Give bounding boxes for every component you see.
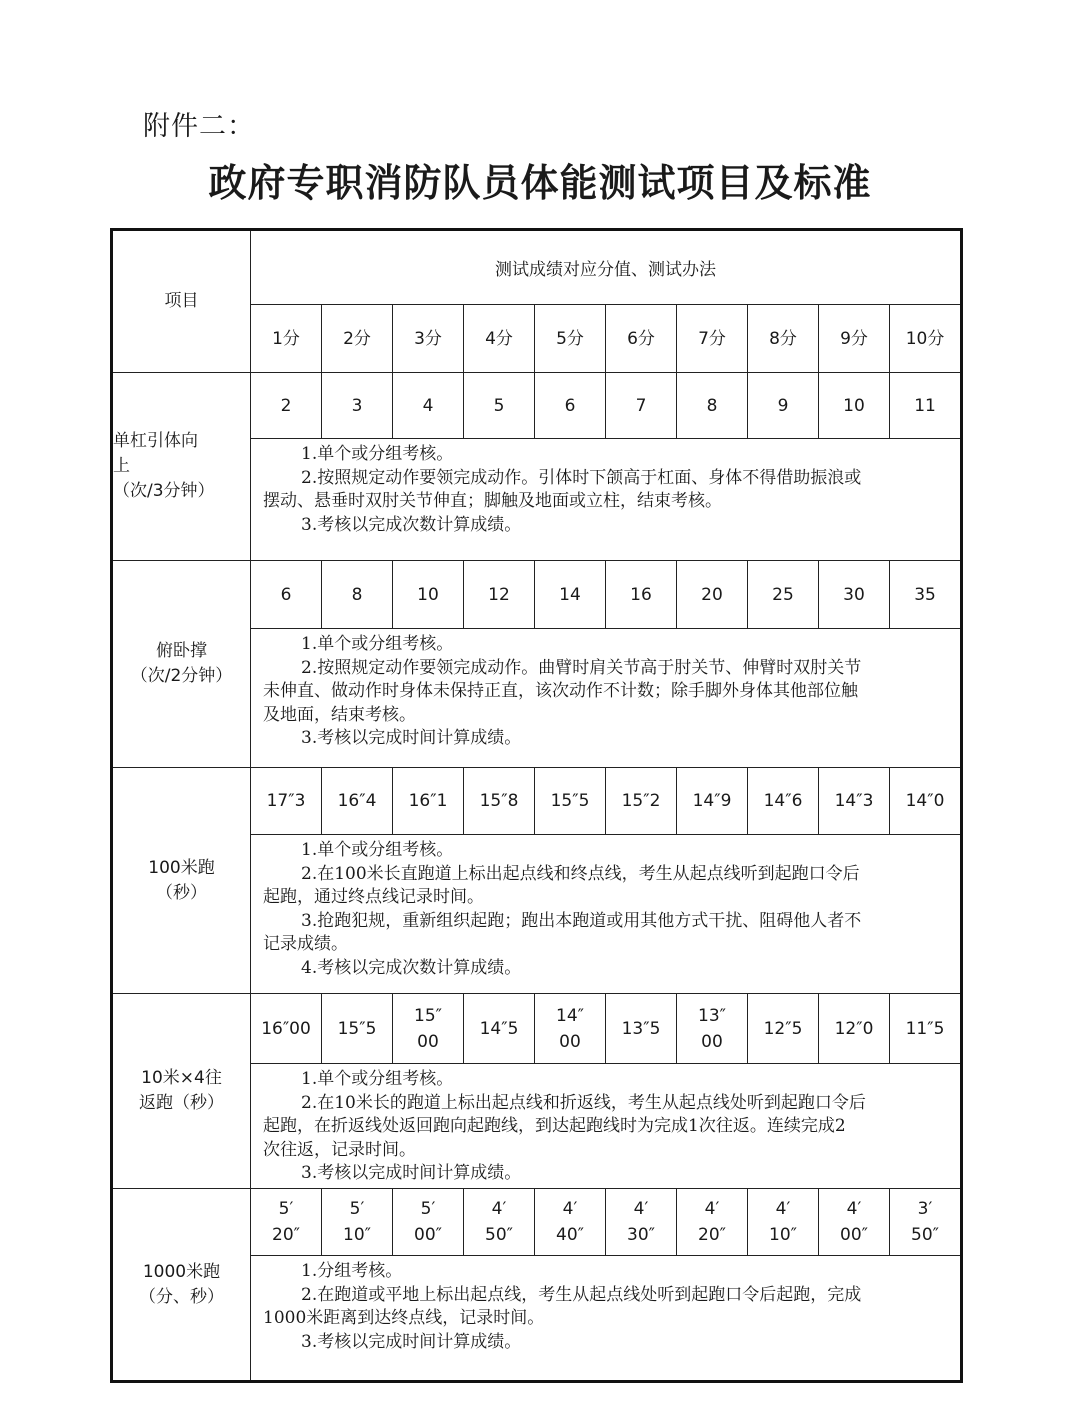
score-header: 1分	[251, 305, 322, 373]
method-line: 4.考核以完成次数计算成绩。	[301, 957, 522, 978]
score-value: 3	[322, 373, 393, 439]
score-value: 20	[677, 561, 748, 629]
score-header: 10分	[890, 305, 962, 373]
score-value: 12″0	[819, 994, 890, 1064]
document-title: 政府专职消防队员体能测试项目及标准	[208, 160, 872, 205]
method-line: 1.单个或分组考核。	[301, 1069, 454, 1089]
test-method	[251, 835, 962, 994]
score-value: 11	[890, 373, 962, 439]
score-value: 15″5	[322, 994, 393, 1064]
score-value: 4′ 40″	[535, 1189, 606, 1256]
method-line: 1.单个或分组考核。	[301, 634, 454, 654]
score-value: 4′ 50″	[464, 1189, 535, 1256]
item-name	[112, 561, 251, 768]
score-value: 9	[748, 373, 819, 439]
method-line: 未伸直、做动作时身体未保持正直，该次动作不计数；除手脚外身体其他部位触	[263, 681, 858, 701]
score-value: 17″3	[251, 768, 322, 835]
item-name-text: 100米跑 （秒）	[148, 857, 215, 903]
score-value: 3′ 50″	[890, 1189, 962, 1256]
score-value: 15″ 00	[393, 994, 464, 1064]
method-line: 2.按照规定动作要领完成动作。引体时下颌高于杠面、身体不得借助振浪或	[301, 467, 862, 488]
item-score-row	[112, 373, 962, 439]
score-value: 16″00	[251, 994, 322, 1064]
score-value: 16	[606, 561, 677, 629]
score-value: 2	[251, 373, 322, 439]
score-header: 6分	[606, 305, 677, 373]
method-line: 2.在10米长的跑道上标出起点线和折返线，考生从起点线处听到起跑口令后	[301, 1092, 866, 1113]
score-value: 4′ 30″	[606, 1189, 677, 1256]
method-line: 1.单个或分组考核。	[301, 840, 454, 860]
test-method	[251, 1064, 962, 1189]
score-value: 15″2	[606, 768, 677, 835]
method-line: 1.单个或分组考核。	[301, 444, 454, 464]
method-line: 记录成绩。	[263, 934, 348, 954]
method-line: 1000米距离到达终点线，记录时间。	[263, 1308, 545, 1328]
score-value: 6	[535, 373, 606, 439]
score-value: 10	[393, 561, 464, 629]
score-value: 5′ 00″	[393, 1189, 464, 1256]
score-value: 4′ 10″	[748, 1189, 819, 1256]
score-value: 25	[748, 561, 819, 629]
score-header: 5分	[535, 305, 606, 373]
standards-table	[110, 228, 963, 1383]
score-header: 3分	[393, 305, 464, 373]
method-line: 3.考核以完成时间计算成绩。	[301, 728, 522, 748]
item-name	[112, 373, 251, 561]
score-value: 14″ 00	[535, 994, 606, 1064]
method-line: 1.分组考核。	[301, 1261, 403, 1281]
score-value: 14	[535, 561, 606, 629]
test-method	[251, 439, 962, 561]
item-name	[112, 768, 251, 994]
score-value: 16″1	[393, 768, 464, 835]
item-score-row	[112, 1189, 962, 1256]
method-line: 2.按照规定动作要领完成动作。曲臂时肩关节高于肘关节、伸臂时双肘关节	[301, 657, 862, 678]
item-name-text: 1000米跑 （分、秒）	[139, 1261, 224, 1307]
score-header: 9分	[819, 305, 890, 373]
score-value: 10	[819, 373, 890, 439]
score-value: 8	[322, 561, 393, 629]
test-method	[251, 1256, 962, 1382]
score-value: 8	[677, 373, 748, 439]
score-value: 4′ 00″	[819, 1189, 890, 1256]
method-line: 及地面，结束考核。	[263, 704, 416, 725]
item-score-row	[112, 561, 962, 629]
score-value: 15″5	[535, 768, 606, 835]
method-line: 次往返，记录时间。	[263, 1139, 416, 1160]
score-value: 12″5	[748, 994, 819, 1064]
score-value: 6	[251, 561, 322, 629]
test-method	[251, 629, 962, 768]
score-header: 4分	[464, 305, 535, 373]
score-value: 14″3	[819, 768, 890, 835]
item-score-row	[112, 768, 962, 835]
method-line: 3.考核以完成时间计算成绩。	[301, 1163, 522, 1183]
score-value: 13″5	[606, 994, 677, 1064]
attachment-label: 附件二：	[143, 111, 255, 142]
item-name	[112, 1189, 251, 1382]
score-value: 14″9	[677, 768, 748, 835]
method-line: 3.抢跑犯规，重新组织起跑；跑出本跑道或用其他方式干扰、阻碍他人者不	[301, 910, 862, 931]
score-value: 5′ 20″	[251, 1189, 322, 1256]
score-value: 12	[464, 561, 535, 629]
score-value: 7	[606, 373, 677, 439]
item-name-text: 单杠引体向 上 （次/3分钟）	[113, 431, 215, 501]
item-score-row	[112, 994, 962, 1064]
score-value: 4′ 20″	[677, 1189, 748, 1256]
score-value: 5′ 10″	[322, 1189, 393, 1256]
score-header: 2分	[322, 305, 393, 373]
item-name	[112, 994, 251, 1189]
score-value: 11″5	[890, 994, 962, 1064]
score-value: 30	[819, 561, 890, 629]
score-value: 5	[464, 373, 535, 439]
item-header: 项目	[112, 230, 251, 373]
header-row	[112, 230, 962, 305]
method-line: 2.在跑道或平地上标出起点线，考生从起点线处听到起跑口令后起跑，完成	[301, 1284, 862, 1305]
method-line: 起跑，通过终点线记录时间。	[263, 887, 484, 907]
score-value: 14″6	[748, 768, 819, 835]
score-header: 8分	[748, 305, 819, 373]
item-name-text: 俯卧撑 （次/2分钟）	[130, 641, 233, 686]
method-line: 起跑，在折返线处返回跑向起跑线，到达起跑线时为完成1次往返。连续完成2	[263, 1116, 846, 1136]
score-value: 16″4	[322, 768, 393, 835]
score-value: 35	[890, 561, 962, 629]
score-value: 14″5	[464, 994, 535, 1064]
method-header: 测试成绩对应分值、测试办法	[251, 230, 962, 305]
method-line: 摆动、悬垂时双肘关节伸直；脚触及地面或立柱，结束考核。	[263, 491, 722, 511]
score-value: 15″8	[464, 768, 535, 835]
score-value: 13″ 00	[677, 994, 748, 1064]
score-header: 7分	[677, 305, 748, 373]
method-line: 2.在100米长直跑道上标出起点线和终点线，考生从起点线听到起跑口令后	[301, 863, 860, 884]
score-value: 14″0	[890, 768, 962, 835]
score-value: 4	[393, 373, 464, 439]
method-line: 3.考核以完成次数计算成绩。	[301, 514, 522, 535]
method-line: 3.考核以完成时间计算成绩。	[301, 1331, 522, 1352]
item-name-text: 10米×4往 返跑（秒）	[139, 1068, 224, 1113]
